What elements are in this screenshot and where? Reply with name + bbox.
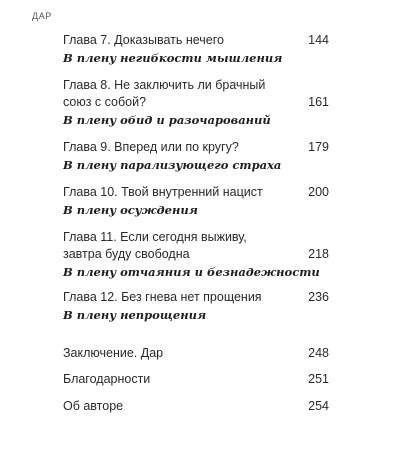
toc-entry-conclusion[interactable] — [63, 345, 329, 362]
chapter-subtitle: В плену обид и разочарований — [63, 113, 271, 127]
chapter-subtitle: В плену парализующего страха — [63, 158, 282, 172]
page-number: 251 — [308, 372, 329, 386]
chapter-title-line — [63, 77, 329, 94]
back-matter-title: Об авторе — [63, 399, 124, 413]
toc-entry-chapter-7[interactable] — [63, 32, 329, 68]
chapter-title-line — [63, 184, 329, 201]
chapter-title: Глава 11. Если сегодня выживу, — [63, 230, 247, 244]
chapter-title-line — [63, 289, 329, 306]
page-number: 236 — [308, 290, 329, 304]
page-number: 248 — [308, 346, 329, 360]
toc-entry-chapter-12[interactable] — [63, 289, 329, 325]
back-matter-title: Благодарности — [63, 372, 151, 386]
back-matter-line — [63, 345, 329, 362]
chapter-title-line — [63, 246, 329, 263]
chapter-subtitle: В плену негибкости мышления — [63, 51, 283, 65]
toc-entry-chapter-11[interactable] — [63, 229, 329, 282]
chapter-title: Глава 12. Без гнева нет прощения — [63, 290, 262, 304]
chapter-title: Глава 9. Вперед или по кругу? — [63, 140, 239, 154]
page-number: 161 — [308, 95, 329, 109]
chapter-subtitle: В плену осуждения — [63, 203, 198, 217]
toc-entry-about-author[interactable] — [63, 398, 329, 415]
toc-entry-chapter-8[interactable] — [63, 77, 329, 130]
page-number: 144 — [308, 33, 329, 47]
chapter-subtitle: В плену отчаяния и безнадежности — [63, 265, 320, 279]
chapter-title-line — [63, 139, 329, 156]
page-number: 200 — [308, 185, 329, 199]
chapter-title: Глава 10. Твой внутренний нацист — [63, 185, 263, 199]
back-matter-line — [63, 398, 329, 415]
chapter-subtitle: В плену непрощения — [63, 308, 207, 322]
chapter-title: Глава 8. Не заключить ли брачный — [63, 78, 266, 92]
toc-entry-acknowledgements[interactable] — [63, 371, 329, 388]
chapter-title-continued: союз с собой? — [63, 95, 147, 109]
chapter-title-continued: завтра буду свободна — [63, 247, 190, 261]
page-number: 254 — [308, 399, 329, 413]
chapter-title-line — [63, 94, 329, 111]
chapter-title-line — [63, 229, 329, 246]
chapter-title: Глава 7. Доказывать нечего — [63, 33, 224, 47]
page-number: 179 — [308, 140, 329, 154]
back-matter-title: Заключение. Дар — [63, 346, 164, 360]
toc-entry-chapter-9[interactable] — [63, 139, 329, 175]
chapter-title-line — [63, 32, 329, 49]
running-head: ДАР — [32, 11, 52, 21]
toc-entry-chapter-10[interactable] — [63, 184, 329, 220]
page-number: 218 — [308, 247, 329, 261]
back-matter-line — [63, 371, 329, 388]
